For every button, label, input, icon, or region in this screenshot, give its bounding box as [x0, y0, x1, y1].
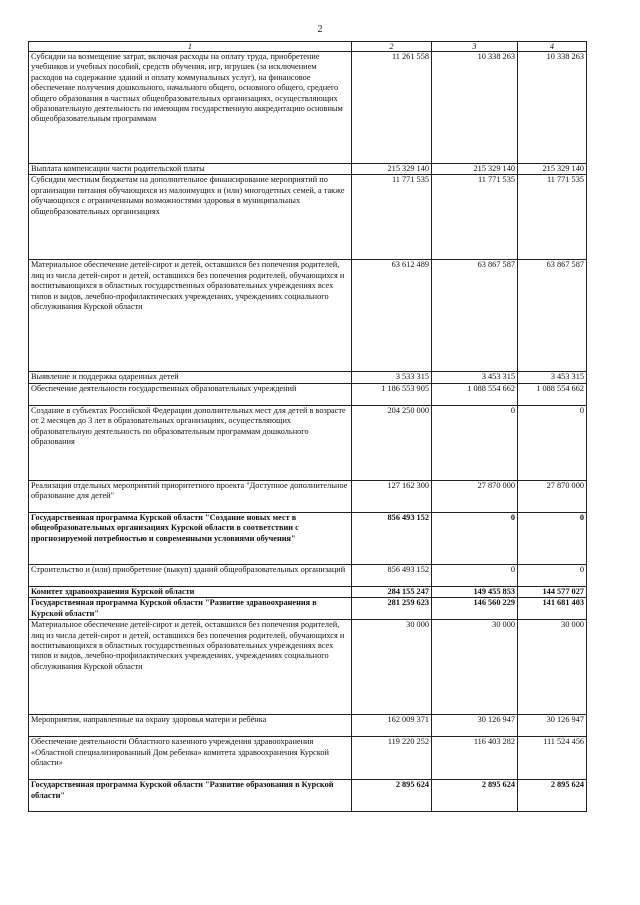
row-value-3: 149 455 853 — [432, 586, 518, 597]
row-name: Субсидии местным бюджетам на дополнительное финансирование мероприятий по организации питания обучающихся из малоимущих и (или) многодетных семей, а также обучающихся с ограниченными возможностями здоровья в муниципальных общеобразовательных организациях — [29, 175, 352, 260]
row-value-4: 11 771 535 — [518, 175, 587, 260]
table-row — [29, 715, 587, 737]
table-row — [29, 383, 587, 405]
row-value-2: 127 162 300 — [352, 480, 432, 512]
table-row — [29, 260, 587, 372]
column-header: 3 — [432, 42, 518, 52]
table-row — [29, 372, 587, 383]
row-value-3: 30 000 — [432, 620, 518, 715]
table-row — [29, 737, 587, 780]
row-value-3: 63 867 587 — [432, 260, 518, 372]
row-name: Мероприятия, направленные на охрану здоровья матери и ребёнка — [29, 715, 352, 737]
row-value-2: 281 259 623 — [352, 598, 432, 620]
row-name: Субсидии на возмещение затрат, включая расходы на оплату труда, приобретение учебников и учебных пособий, средств обучения, игр, игрушек (за исключением расходов на содержание зданий и оплату коммунальных услуг), на финансовое обеспечение получения дошкольного, начального общего, основного общего, среднего общего образования в частных общеобразовательных организациях, осуществляющих образовательную деятельность по имеющим государственную аккредитацию основным общеобразовательным программам — [29, 52, 352, 164]
row-value-2: 856 493 152 — [352, 564, 432, 586]
column-header: 1 — [29, 42, 352, 52]
row-value-3: 1 088 554 662 — [432, 383, 518, 405]
budget-table — [28, 41, 587, 812]
row-value-2: 284 155 247 — [352, 586, 432, 597]
row-value-2: 30 000 — [352, 620, 432, 715]
row-value-4: 111 524 456 — [518, 737, 587, 780]
row-value-3: 27 870 000 — [432, 480, 518, 512]
row-value-2: 11 261 558 — [352, 52, 432, 164]
row-value-2: 204 250 000 — [352, 405, 432, 480]
table-row — [29, 598, 587, 620]
row-value-4: 215 329 140 — [518, 164, 587, 175]
row-value-2: 119 220 252 — [352, 737, 432, 780]
row-value-2: 1 186 553 905 — [352, 383, 432, 405]
row-name: Комитет здравоохранения Курской области — [29, 586, 352, 597]
row-value-4: 2 895 624 — [518, 780, 587, 812]
row-value-2: 162 009 371 — [352, 715, 432, 737]
row-value-4: 10 338 263 — [518, 52, 587, 164]
table-row — [29, 620, 587, 715]
table-row — [29, 780, 587, 812]
column-header: 4 — [518, 42, 587, 52]
row-value-4: 3 453 315 — [518, 372, 587, 383]
table-row — [29, 405, 587, 480]
row-value-4: 30 126 947 — [518, 715, 587, 737]
table-row — [29, 164, 587, 175]
row-name: Обеспечение деятельности государственных образовательных учреждений — [29, 383, 352, 405]
row-value-4: 144 577 027 — [518, 586, 587, 597]
row-value-2: 215 329 140 — [352, 164, 432, 175]
table-header-row — [29, 42, 587, 52]
table-row — [29, 512, 587, 564]
page-number: 2 — [317, 24, 323, 35]
row-name: Государственная программа Курской области "Развитие образования в Курской области" — [29, 780, 352, 812]
row-value-4: 0 — [518, 512, 587, 564]
row-name: Строительство и (или) приобретение (выкуп) зданий общеобразовательных организаций — [29, 564, 352, 586]
row-value-3: 2 895 624 — [432, 780, 518, 812]
table-row — [29, 586, 587, 597]
row-value-3: 0 — [432, 564, 518, 586]
row-name: Материальное обеспечение детей-сирот и детей, оставшихся без попечения родителей, лиц из числа детей-сирот и детей, оставшихся без попечения родителей, обучающихся и воспитывающихся в областных государственных образовательных учреждениях всех типов и видов, лечебно-профилактических учреждениях, учреждениях социального обслуживания Курской области — [29, 260, 352, 372]
row-value-3: 146 560 229 — [432, 598, 518, 620]
row-value-3: 10 338 263 — [432, 52, 518, 164]
row-value-2: 856 493 152 — [352, 512, 432, 564]
column-header: 2 — [352, 42, 432, 52]
row-name: Создание в субъектах Российской Федерации дополнительных мест для детей в возрасте от 2 месяцев до 3 лет в образовательных организациях, осуществляющих образовательную деятельность по образовательным программам дошкольного образования — [29, 405, 352, 480]
row-value-2: 3 533 315 — [352, 372, 432, 383]
row-value-3: 30 126 947 — [432, 715, 518, 737]
row-name: Реализация отдельных мероприятий приоритетного проекта "Доступное дополнительное образование для детей" — [29, 480, 352, 512]
row-value-4: 141 681 403 — [518, 598, 587, 620]
row-value-3: 116 403 282 — [432, 737, 518, 780]
row-value-3: 0 — [432, 512, 518, 564]
row-name: Государственная программа Курской области "Создание новых мест в общеобразовательных организациях Курской области в соответствии с прогнозируемой потребностью и современными условиями обучения" — [29, 512, 352, 564]
table-row — [29, 175, 587, 260]
row-value-4: 27 870 000 — [518, 480, 587, 512]
row-value-4: 0 — [518, 564, 587, 586]
row-value-2: 63 612 489 — [352, 260, 432, 372]
row-name: Выплата компенсации части родительской платы — [29, 164, 352, 175]
table-row — [29, 480, 587, 512]
row-value-2: 11 771 535 — [352, 175, 432, 260]
row-name: Государственная программа Курской области "Развитие здравоохранения в Курской области" — [29, 598, 352, 620]
row-value-2: 2 895 624 — [352, 780, 432, 812]
table-row — [29, 564, 587, 586]
row-value-3: 0 — [432, 405, 518, 480]
row-value-3: 215 329 140 — [432, 164, 518, 175]
row-value-3: 3 453 315 — [432, 372, 518, 383]
row-value-4: 63 867 587 — [518, 260, 587, 372]
row-name: Выявление и поддержка одаренных детей — [29, 372, 352, 383]
row-value-3: 11 771 535 — [432, 175, 518, 260]
row-value-4: 1 088 554 662 — [518, 383, 587, 405]
row-value-4: 0 — [518, 405, 587, 480]
table-row — [29, 52, 587, 164]
row-name: Обеспечение деятельности Областного казенного учреждения здравоохранения «Областной специализированный Дом ребенка» комитета здравоохранения Курской области» — [29, 737, 352, 780]
row-value-4: 30 000 — [518, 620, 587, 715]
row-name: Материальное обеспечение детей-сирот и детей, оставшихся без попечения родителей, лиц из числа детей-сирот и детей, оставшихся без попечения родителей, обучающихся и воспитывающихся в областных государственных образовательных учреждениях всех типов и видов, лечебно-профилактических учреждениях, учреждениях социального обслуживания Курской области — [29, 620, 352, 715]
